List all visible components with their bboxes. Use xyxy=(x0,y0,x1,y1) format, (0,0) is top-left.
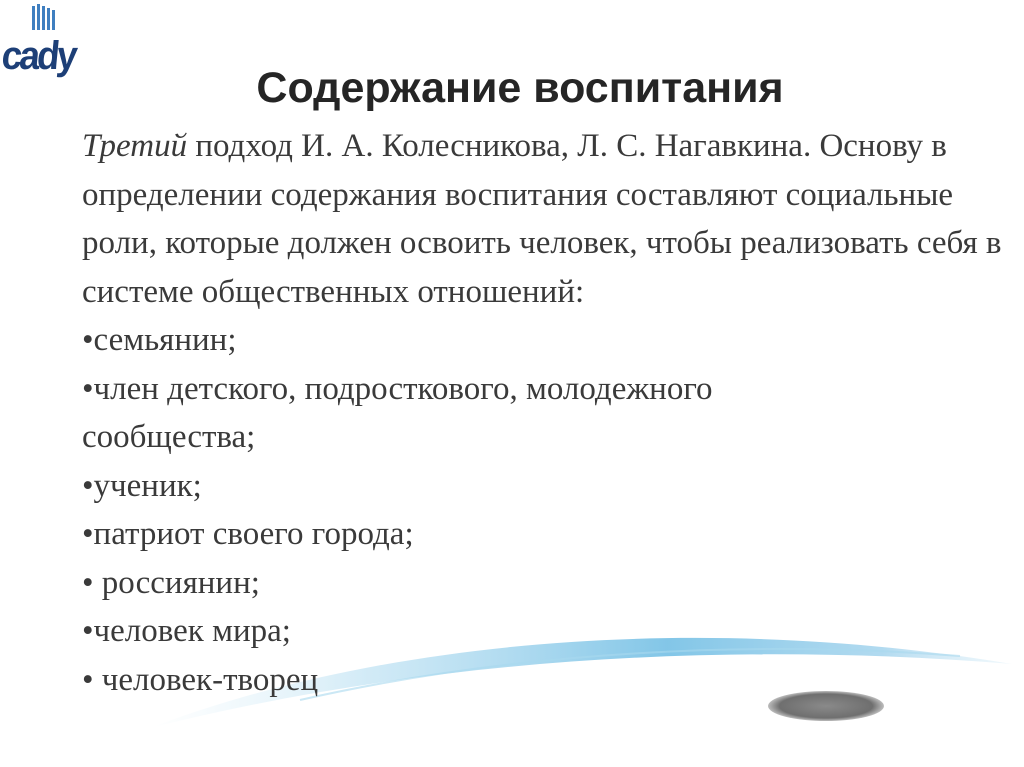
list-item: •член детского, подросткового, молодежного сообщества; xyxy=(82,370,713,455)
list-item: • россиянин; xyxy=(82,564,260,601)
slide-title: Содержание воспитания xyxy=(256,64,784,112)
slide-body xyxy=(82,122,1002,704)
list-item: •патриот своего города; xyxy=(82,516,414,552)
list-item: •человек мира; xyxy=(82,613,291,649)
intro-paragraph xyxy=(82,122,1002,316)
intro-rest: подход И. А. Колесникова, Л. С. Нагавкина. Основу в определении содержания воспитания составляют социальные роли, которые должен освоить человек, чтобы реализовать себя в системе общественных отношений: xyxy=(82,128,1002,310)
list-item: • человек-творец xyxy=(82,661,319,698)
list-item: •семьянин; xyxy=(82,322,237,358)
logo-text: cady xyxy=(0,34,77,78)
list-item: •ученик; xyxy=(82,467,202,504)
roles-list xyxy=(82,316,1002,704)
logo-bars-icon xyxy=(30,4,62,36)
intro-lead: Третий xyxy=(82,128,188,164)
